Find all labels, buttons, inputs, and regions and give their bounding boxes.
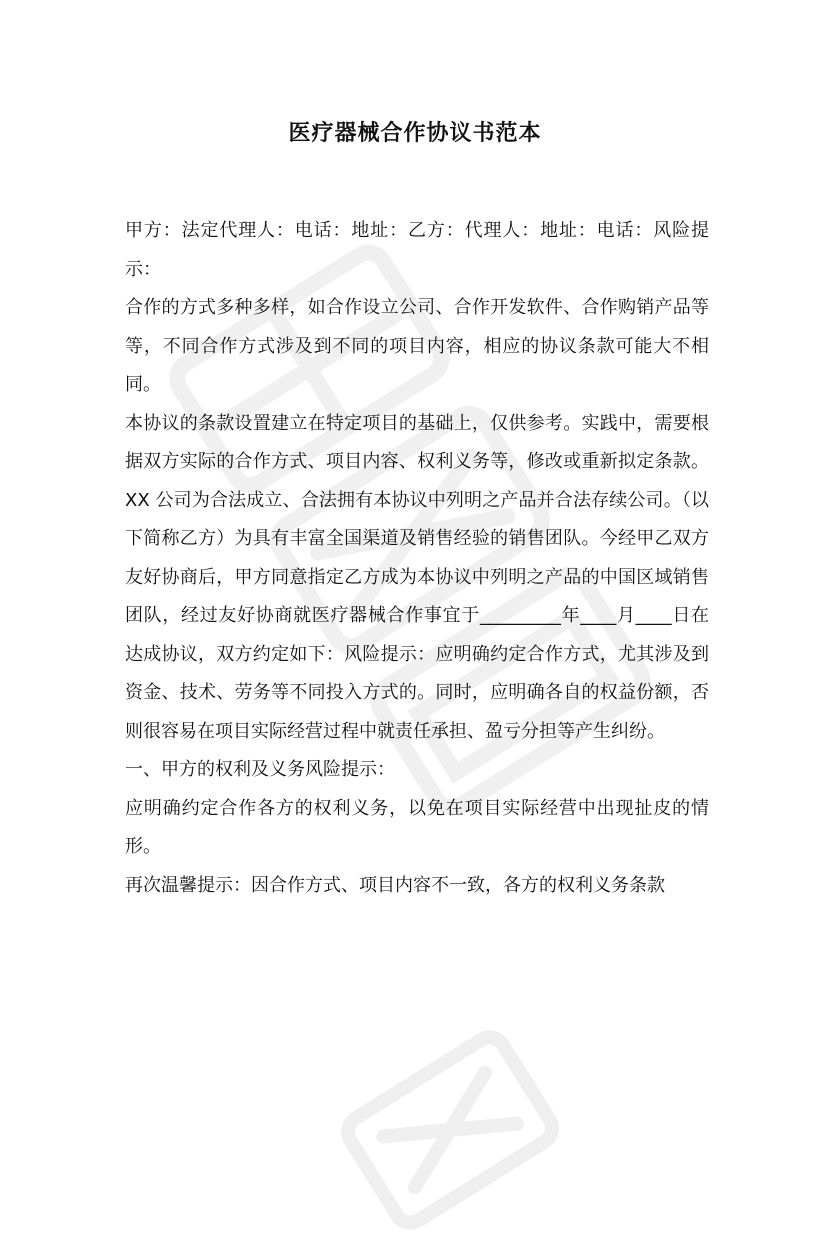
document-body	[125, 212, 709, 905]
watermark-graphic-bottom	[314, 1004, 585, 1256]
paragraph-agreement-basis: 本协议的条款设置建立在特定项目的基础上，仅供参考。实践中，需要根据双方实际的合作方式、项目内容、权利义务等，修改或重新拟定条款。 XX 公司为合法成立、合法拥有本协议中列明之产品并合法存续公司。（以下简称乙方）为具有丰富全国渠道及销售经验的销售团队。今经甲乙双方友好协商后，甲方同意指定乙方成为本协议中列明之产品的中国区域销售团队，经过友好协商就医疗器械合作事宜于_________年____月____日在达成协议，双方约定如下：风险提示：应明确约定合作方式，尤其涉及到资金、技术、劳务等不同投入方式的。同时，应明确各自的权益份额，否则很容易在项目实际经营过程中就责任承担、盈亏分担等产生纠纷。	[125, 412, 709, 742]
document-title: 医疗器械合作协议书范本	[288, 121, 542, 146]
paragraph-rights-obligations: 应明确约定合作各方的权利义务，以免在项目实际经营中出现扯皮的情形。	[125, 797, 709, 857]
paragraph-cooperation-methods: 合作的方式多种多样，如合作设立公司、合作开发软件、合作购销产品等等，不同合作方式涉及到不同的项目内容，相应的协议条款可能大不相同。	[125, 297, 709, 395]
paragraph-reminder: 再次温馨提示：因合作方式、项目内容不一致，各方的权利义务条款	[125, 874, 665, 896]
paragraph-parties: 甲方：法定代理人：电话：地址：乙方：代理人：地址：电话：风险提示：	[125, 220, 709, 280]
section-heading-party-a-rights: 一、甲方的权利及义务风险提示：	[125, 759, 395, 780]
